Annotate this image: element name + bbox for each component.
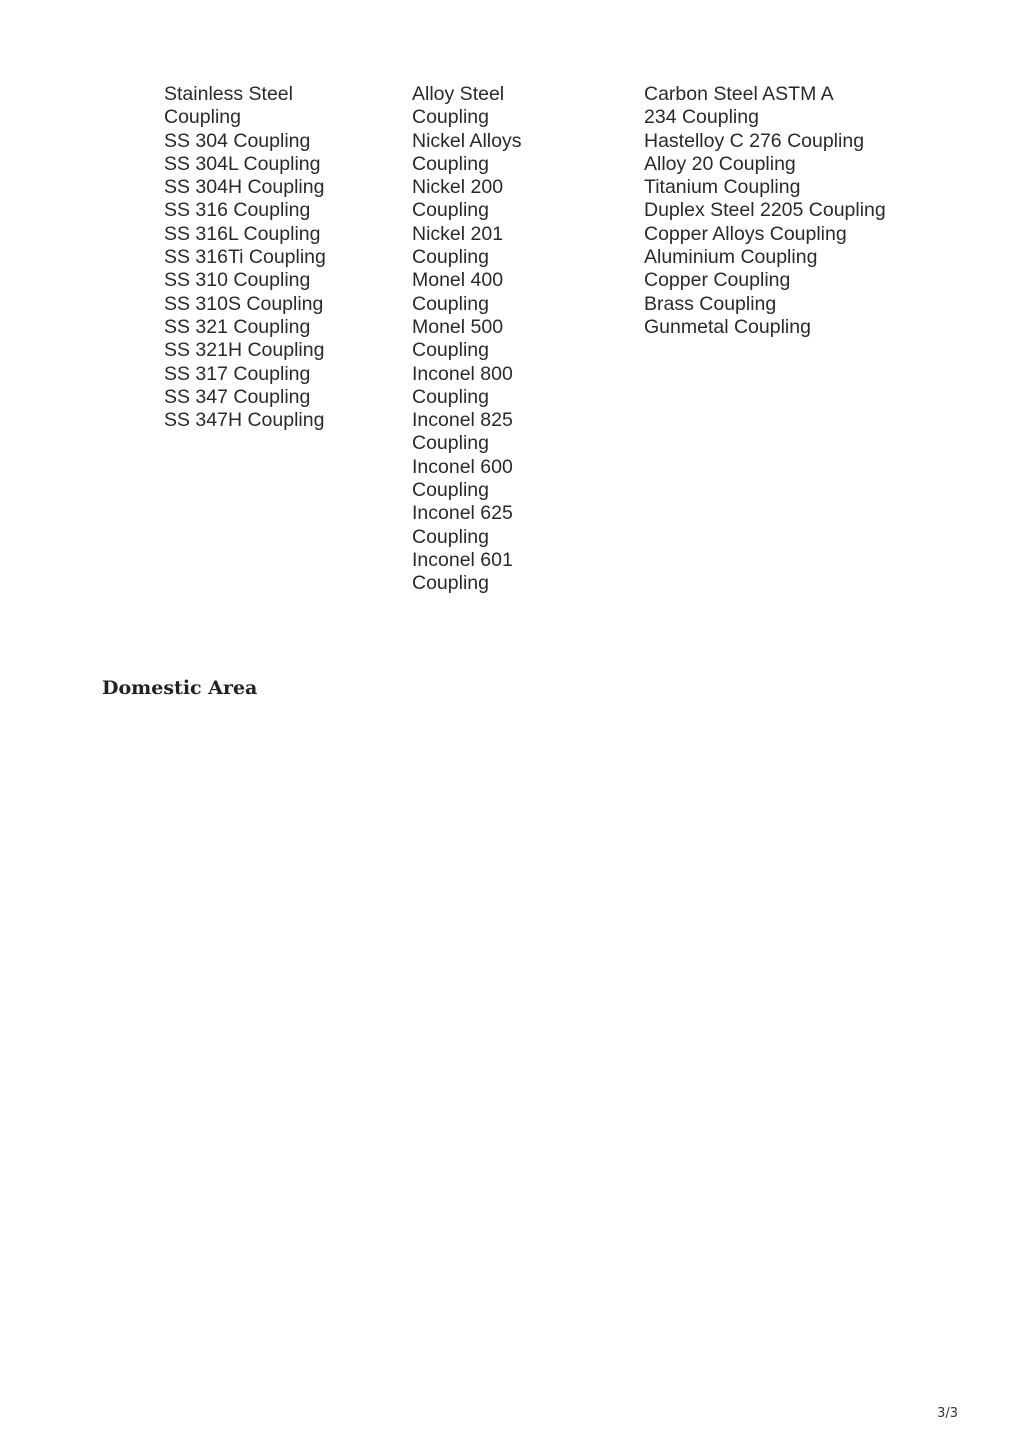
list-item: Inconel 825 Coupling	[412, 409, 513, 455]
list-item: SS 316L Coupling	[164, 222, 321, 245]
section-heading-domestic-area: Domestic Area	[102, 677, 258, 699]
list-item: SS 310 Coupling	[164, 269, 311, 292]
other-metals-product-list	[644, 83, 944, 339]
list-item: Carbon Steel ASTM A 234 Coupling	[644, 83, 833, 129]
list-item: SS 317 Coupling	[164, 362, 311, 385]
list-item: Inconel 600 Coupling	[412, 455, 513, 502]
list-item: SS 321H Coupling	[164, 339, 325, 362]
list-item: Inconel 800 Coupling	[412, 362, 513, 408]
list-item: Monel 400 Coupling	[412, 269, 504, 315]
list-item: Inconel 625 Coupling	[412, 502, 513, 548]
page-number: 3/3	[937, 1406, 958, 1421]
list-item: SS 316Ti Coupling	[164, 246, 326, 269]
list-item: Stainless Steel Coupling	[164, 83, 293, 129]
list-item: Gunmetal Coupling	[644, 315, 811, 338]
list-item: Alloy Steel Coupling	[412, 83, 505, 129]
list-item: Titanium Coupling	[644, 176, 801, 199]
list-item: SS 310S Coupling	[164, 292, 324, 315]
list-item: Alloy 20 Coupling	[644, 152, 796, 175]
list-item: SS 347H Coupling	[164, 409, 325, 432]
list-item: Aluminium Coupling	[644, 246, 818, 269]
list-item: Copper Alloys Coupling	[644, 222, 847, 245]
list-item: Inconel 601 Coupling	[412, 548, 513, 595]
list-item: Copper Coupling	[644, 269, 791, 292]
list-item: Hastelloy C 276 Coupling	[644, 129, 865, 152]
alloy-product-list	[412, 83, 544, 596]
list-item: SS 316 Coupling	[164, 199, 311, 222]
list-item: SS 321 Coupling	[164, 315, 311, 338]
list-item: Brass Coupling	[644, 292, 777, 315]
list-item: SS 304 Coupling	[164, 129, 311, 152]
list-item: Nickel Alloys Coupling	[412, 129, 522, 175]
stainless-steel-product-list	[164, 83, 364, 432]
list-item: Nickel 201 Coupling	[412, 222, 504, 269]
list-item: Nickel 200 Coupling	[412, 176, 504, 222]
list-item: Duplex Steel 2205 Coupling	[644, 199, 886, 222]
list-item: SS 304L Coupling	[164, 152, 321, 175]
list-item: SS 347 Coupling	[164, 385, 311, 408]
list-item: SS 304H Coupling	[164, 176, 325, 199]
list-item: Monel 500 Coupling	[412, 315, 504, 362]
